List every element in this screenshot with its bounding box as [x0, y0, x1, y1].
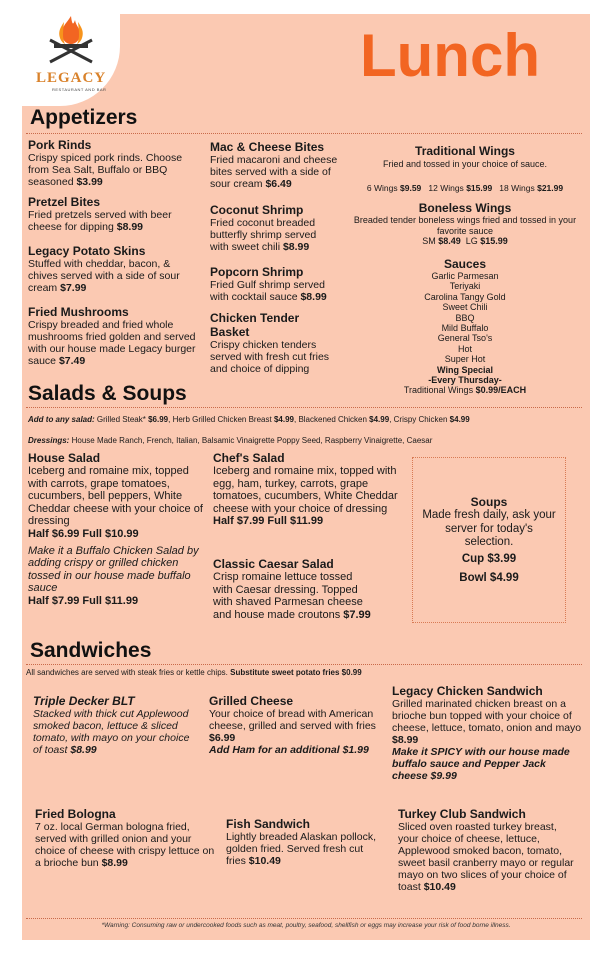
item-name: Soups	[470, 495, 508, 509]
item-name: Popcorn Shrimp	[210, 265, 304, 279]
item-desc: Breaded tender boneless wings fried and tossed in your favorite sauce	[353, 215, 577, 236]
item-price: $7.99	[60, 282, 87, 294]
menu-item	[210, 140, 342, 190]
item-price: $10.49	[423, 881, 456, 893]
item-price: $8.99	[101, 857, 128, 869]
item-name: Pork Rinds	[28, 138, 92, 152]
item-name: Coconut Shrimp	[210, 203, 304, 217]
addon-price: $4.99	[369, 415, 390, 424]
item-price: $8.99	[70, 744, 97, 756]
item-desc: Crispy spiced pork rinds. Choose from Sea Salt, Buffalo or BBQ seasoned	[28, 152, 183, 188]
item-price: $8.99	[282, 241, 310, 253]
addon: Grilled Steak*	[96, 415, 146, 424]
footer-divider	[26, 918, 582, 919]
wings-prices	[350, 182, 580, 194]
item-price: $8.99	[116, 221, 144, 233]
wing-special-title: Wing Special	[437, 364, 493, 375]
item-desc: Iceberg and romaine mix, topped with egg, ham, turkey, carrots, grape tomatoes, cucumbers, White Cheddar cheese with your choice of dressing	[213, 465, 398, 515]
menu-item	[226, 817, 384, 867]
item-name: Fish Sandwich	[226, 817, 311, 831]
addon-price: $6.99	[148, 415, 169, 424]
sauces-list	[380, 257, 550, 396]
item-name: Grilled Cheese	[209, 694, 294, 708]
caesar-salad	[213, 557, 373, 621]
sauce: Sweet Chili	[442, 302, 488, 313]
price-value: $15.99	[466, 183, 493, 193]
item-price: $7.99	[343, 608, 371, 621]
addon-price: $4.99	[449, 415, 470, 424]
item-desc: Crispy breaded and fried whole mushrooms fried golden and served with our house made Legacy burger sauce	[28, 319, 196, 367]
item-price: $6.49	[265, 178, 292, 190]
item-desc: Fried Gulf shrimp served with cocktail sauce	[210, 279, 325, 303]
price-value: $9.59	[400, 183, 422, 193]
item-name: House Salad	[28, 451, 101, 465]
addon-price: $4.99	[273, 415, 294, 424]
salads-heading: Salads & Soups	[28, 382, 187, 405]
note-text: All sandwiches are served with steak fries or kettle chips.	[26, 668, 228, 677]
item-name: Legacy Potato Skins	[28, 244, 146, 258]
item-desc: Crispy chicken tenders served with fresh cut fries and choice of dipping	[210, 339, 330, 375]
menu-item	[392, 684, 582, 782]
sauce: Teriyaki	[449, 281, 481, 292]
sauce: Hot	[457, 343, 472, 354]
salads-divider	[26, 407, 582, 408]
item-desc: Fried coconut breaded butterfly shrimp served with sweet chili	[210, 217, 317, 253]
menu-item	[28, 138, 198, 188]
item-price: $3.99	[76, 176, 103, 188]
price-value: $15.99	[480, 236, 508, 246]
sauce: General Tso's	[437, 333, 493, 344]
item-desc: Fried pretzels served with beer cheese for dipping	[28, 209, 172, 233]
item-price: $8.99	[392, 734, 419, 746]
sandwich-note	[26, 668, 586, 678]
addon: Crispy Chicken	[393, 415, 448, 424]
price-label: SM	[422, 236, 436, 246]
sandwiches-heading: Sandwiches	[30, 639, 152, 662]
menu-item	[35, 807, 215, 869]
item-name: Legacy Chicken Sandwich	[392, 684, 543, 698]
item-desc: Made fresh daily, ask your server for today's selection.	[422, 509, 556, 548]
item-price: Half $6.99 Full $10.99	[28, 527, 139, 540]
price-label: 6 Wings	[366, 183, 398, 193]
buffalo-price: Half $7.99 Full $11.99	[28, 594, 139, 607]
page-title: Lunch	[360, 22, 540, 89]
sauce: Carolina Tangy Gold	[424, 291, 506, 302]
house-salad	[28, 451, 206, 608]
wing-special-day: -Every Thursday-	[428, 375, 502, 386]
addon: Blackened Chicken	[298, 415, 367, 424]
dressings	[28, 436, 583, 446]
food-warning: *Warning: Consuming raw or undercooked foods such as meat, poultry, seafood, shellfish or eggs may increase your risk of food borne illness.	[101, 922, 511, 929]
price-value: $8.49	[438, 236, 461, 246]
appetizers-heading: Appetizers	[30, 106, 138, 129]
dressings-label: Dressings:	[28, 436, 70, 445]
price-label: 18 Wings	[499, 183, 535, 193]
menu-item	[209, 694, 387, 756]
appetizers-divider	[26, 133, 582, 134]
soups-item	[422, 495, 556, 586]
item-name: Fried Bologna	[35, 807, 116, 821]
wings-item	[350, 144, 580, 194]
item-name: Chef's Salad	[213, 451, 285, 465]
salad-addons: Add to any salad: Grilled Steak* $6.99, Herb Grilled Chicken Breast $4.99, Blackened Chicken $4.99, Crispy Chicken $4.99	[28, 415, 470, 424]
item-desc: Your choice of bread with American cheese, grilled and served with fries	[209, 708, 376, 732]
cup-price: Cup $3.99	[461, 552, 517, 565]
item-price: $8.99	[300, 291, 327, 303]
item-desc: Stacked with thick cut Applewood smoked bacon, lettuce & sliced tomato, with mayo on your choice of toast	[33, 708, 190, 756]
addons-label: Add to any salad:	[28, 415, 95, 424]
item-desc: Fried macaroni and cheese bites served with a side of sour cream	[210, 154, 338, 190]
brand-name: LEGACY	[36, 70, 107, 86]
item-name: Classic Caesar Salad	[213, 557, 334, 571]
special-label: Traditional Wings	[403, 385, 474, 396]
item-desc: Sliced oven roasted turkey breast, your choice of cheese, lettuce, Applewood smoked bacon, tomato, sweet basil cranberry mayo or regular mayo on two slices of your choice of toast	[398, 821, 574, 893]
menu-item	[28, 244, 198, 294]
item-price: Half $7.99 Full $11.99	[213, 515, 324, 528]
item-desc: Stuffed with cheddar, bacon, & chives served with a side of sour cream	[28, 258, 180, 294]
menu-item	[210, 203, 330, 253]
price-label: LG	[465, 236, 478, 246]
item-name: Fried Mushrooms	[28, 305, 129, 319]
item-name: Mac & Cheese Bites	[210, 140, 325, 154]
item-desc: Iceberg and romaine mix, topped with carrots, grape tomatoes, cucumbers, bell peppers, White Cheddar cheese with your choice of dressing	[28, 465, 203, 528]
brand-tagline: RESTAURANT AND BAR	[52, 87, 107, 92]
menu-item	[210, 311, 338, 375]
item-desc: Crisp romaine lettuce tossed with Caesar dressing. Topped with shaved Parmesan cheese and house made croutons	[213, 571, 363, 621]
item-name: Boneless Wings	[418, 201, 512, 215]
buffalo-option: Make it a Buffalo Chicken Salad by adding crispy or grilled chicken tossed in our house made buffalo sauce	[28, 544, 199, 595]
chef-salad	[213, 451, 406, 528]
item-extra: Make it SPICY with our house made buffalo sauce and Pepper Jack cheese $9.99	[392, 746, 570, 782]
bowl-price: Bowl $4.99	[459, 572, 519, 584]
item-name: Traditional Wings	[415, 144, 515, 158]
item-name: Pretzel Bites	[28, 195, 101, 209]
item-price: $7.49	[58, 355, 86, 367]
item-name: Turkey Club Sandwich	[398, 807, 526, 821]
sauce: Garlic Parmesan	[431, 271, 499, 281]
price-value: $21.99	[537, 183, 564, 193]
sandwiches-divider	[26, 664, 582, 665]
dressings-text: House Made Ranch, French, Italian, Balsamic Vinaigrette Poppy Seed, Raspberry Vinaigrette, Caesar	[71, 436, 433, 445]
sauce: BBQ	[455, 312, 475, 323]
item-desc: Lightly breaded Alaskan pollock, golden fried. Served fresh cut fries	[226, 831, 377, 867]
boneless-item	[350, 201, 580, 247]
item-price: $10.49	[248, 855, 281, 867]
item-name: Chicken Tender Basket	[210, 311, 300, 339]
addon: Herb Grilled Chicken Breast	[172, 415, 272, 424]
item-name: Triple Decker BLT	[33, 694, 135, 708]
price-label: 12 Wings	[428, 183, 464, 193]
wing-special-line	[380, 385, 550, 395]
menu-item	[398, 807, 576, 893]
sauces-heading: Sauces	[443, 257, 487, 271]
menu-item	[33, 694, 193, 756]
sauce: Mild Buffalo	[441, 323, 489, 334]
item-extra: Add Ham for an additional $1.99	[209, 744, 369, 756]
item-desc: Grilled marinated chicken breast on a brioche bun topped with your choice of cheese, lettuce, tomato, onion and mayo	[392, 698, 582, 734]
special-price: $0.99/EACH	[475, 385, 527, 396]
item-desc: 7 oz. local German bologna fried, served with grilled onion and your choice of cheese with crispy lettuce on a brioche bun	[35, 821, 215, 869]
item-desc: Fried and tossed in your choice of sauce.	[382, 159, 548, 169]
menu-item	[28, 195, 198, 233]
sauce: Super Hot	[444, 354, 486, 365]
flame-spatula-icon	[40, 14, 102, 66]
item-price: $6.99	[209, 732, 236, 744]
menu-item	[28, 305, 206, 367]
menu-item	[210, 265, 340, 303]
note-bold: Substitute sweet potato fries $0.99	[230, 668, 362, 677]
